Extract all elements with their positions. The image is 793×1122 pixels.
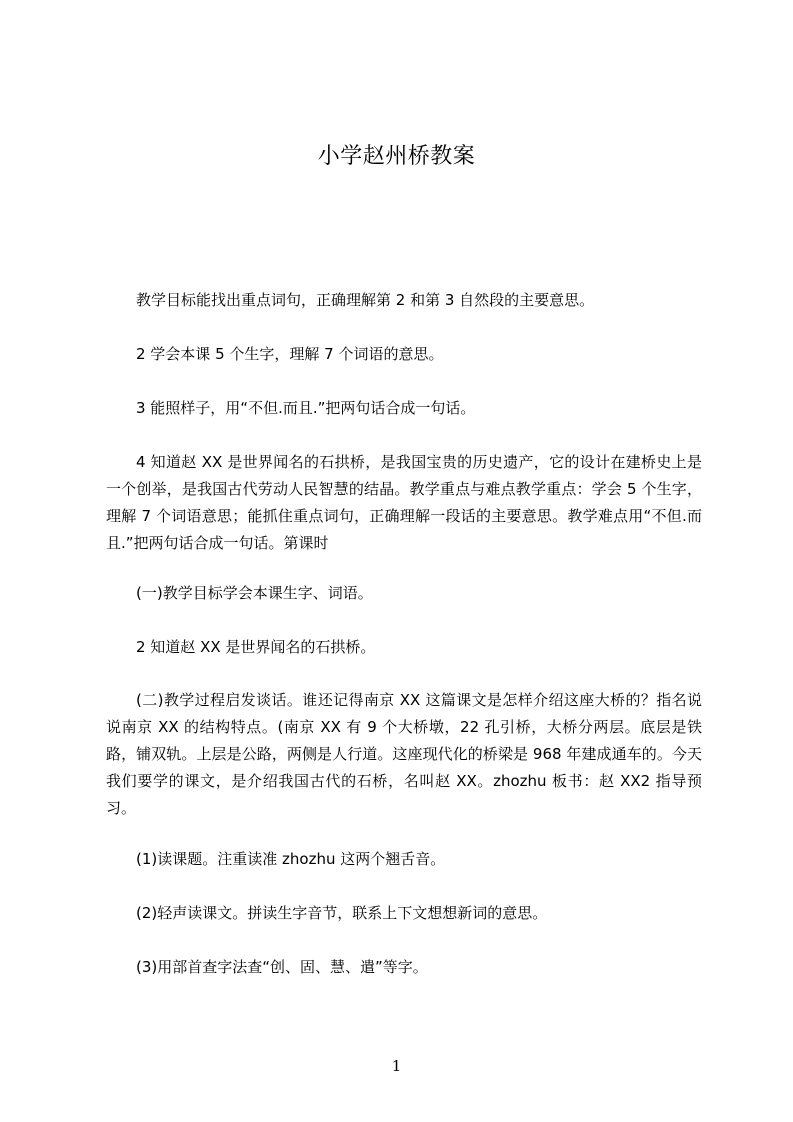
paragraph-goal-2: 2 学会本课 5 个生字，理解 7 个词语的意思。 [136,345,444,363]
paragraph-step-3: (3)用部首查字法查“创、固、慧、遣”等字。 [136,958,428,976]
paragraph-section-1-goals: (一)教学目标学会本课生字、词语。 [136,584,373,602]
document-title: 小学赵州桥教案 [317,144,476,169]
paragraph-step-2: (2)轻声读课文。拼读生字音节，联系上下文想想新词的意思。 [136,904,548,922]
paragraph-goal-4-and-key-points: 4 知道赵 XX 是世界闻名的石拱桥，是我国宝贵的历史遗产，它的设计在建桥史上是一个创举，是我国古代劳动人民智慧的结晶。教学重点与难点教学重点：学会 5 个生字，理解 7 个词语意思；能抓住重点词句，正确理解一段话的主要意思。教学难点用“不但.而且.”把两句话合成一句话。第课时 [106,453,702,552]
paragraph-teaching-goals: 教学目标能找出重点词句，正确理解第 2 和第 3 自然段的主要意思。 [136,291,595,309]
paragraph-section-1-goal-2: 2 知道赵 XX 是世界闻名的石拱桥。 [136,638,376,656]
paragraph-step-1: (1)读课题。注重读准 zhozhu 这两个翘舌音。 [136,850,446,868]
paragraph-goal-3: 3 能照样子，用“不但.而且.”把两句话合成一句话。 [136,399,476,417]
page-number: 1 [391,1057,402,1075]
paragraph-section-2-process: (二)教学过程启发谈话。谁还记得南京 XX 这篇课文是怎样介绍这座大桥的？指名说说南京 XX 的结构特点。(南京 XX 有 9 个大桥墩，22 孔引桥，大桥分两层。底层是铁路，铺双轨。上层是公路，两侧是人行道。这座现代化的桥梁是 968 年建成通车的。今天我们要学的课文，是介绍我国古代的石桥，名叫赵 XX。zhozhu 板书：赵 XX2 指导预习。 [106,691,702,817]
